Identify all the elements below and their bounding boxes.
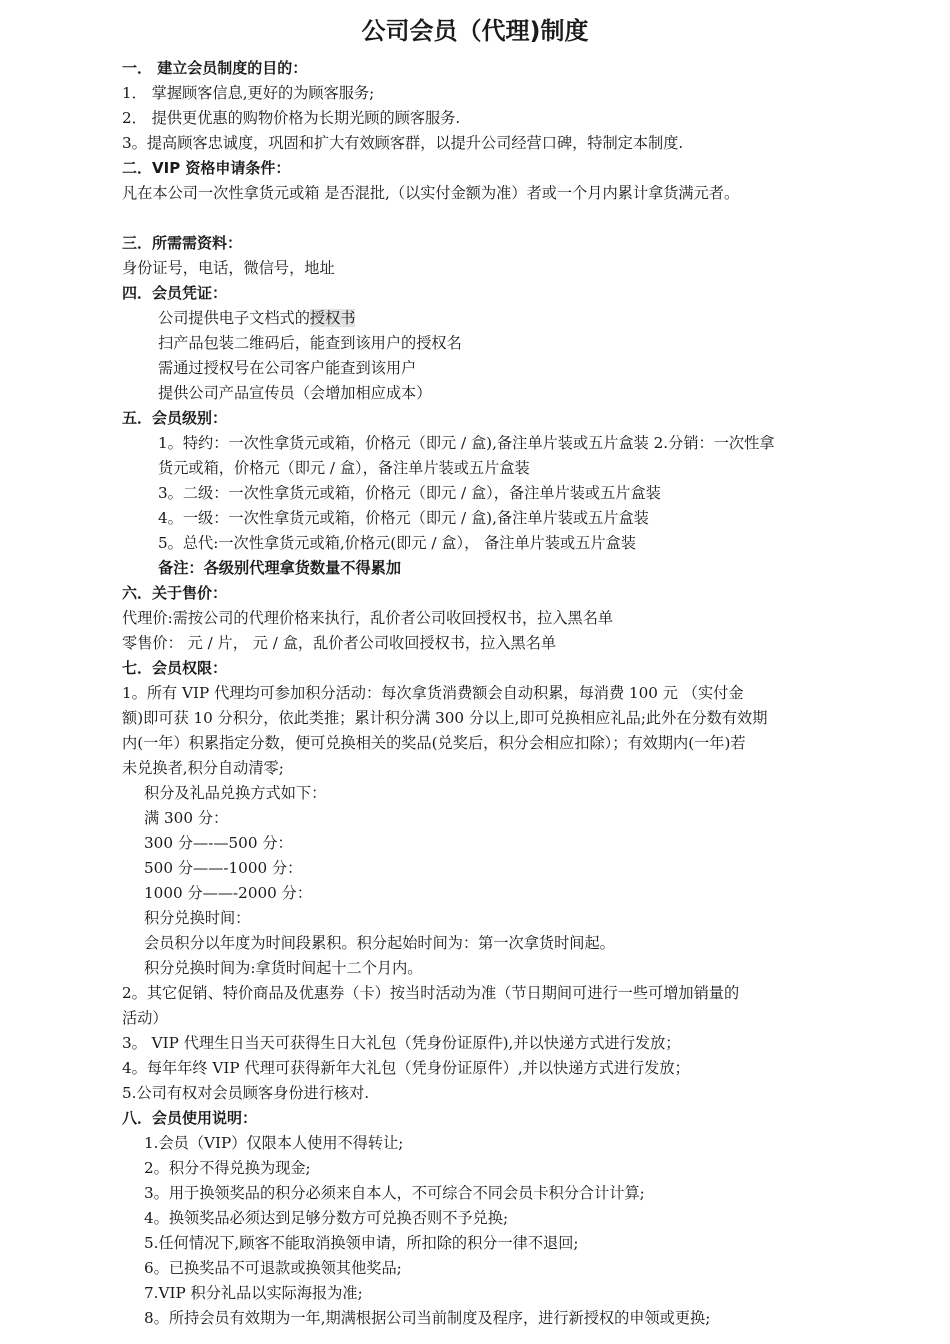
points-accumulation-text: 会员积分以年度为时间段累积。积分起始时间为：第一次拿货时间起。	[144, 934, 615, 952]
section-2-heading: 二．VIP 资格申请条件：	[122, 159, 291, 177]
usage-item-2: 2。积分不得兑换为现金;	[144, 1159, 311, 1177]
points-paragraph-line-3: 内(一年）积累指定分数，便可兑换相关的奖品(兑奖后，积分会相应扣除）；有效期内(一年)若	[122, 734, 746, 752]
level-1-line-b: 货元或箱，价格元（即元 / 盒），备注单片装或五片盒装	[158, 459, 530, 477]
section-4-item-2: 扫产品包装二维码后，能查到该用户的授权名	[158, 334, 462, 352]
redeem-tier-300: 满 300 分：	[144, 809, 229, 827]
redeem-tier-300-500: 300 分—-—500 分：	[144, 834, 293, 852]
level-4-line: 4。一级：一次性拿货元或箱，价格元（即元 / 盒),备注单片装或五片盒装	[158, 509, 649, 527]
section-1-item-3: 3。提高顾客忠诚度，巩固和扩大有效顾客群，以提升公司经营口碑，特制定本制度.	[122, 134, 684, 152]
section-1-heading: 一． 建立会员制度的目的：	[122, 59, 308, 77]
usage-item-7: 7.VIP 积分礼品以实际海报为准;	[144, 1284, 363, 1302]
section-4-item-1	[158, 306, 355, 330]
redeem-method-label: 积分及礼品兑换方式如下：	[144, 784, 327, 802]
promotion-line-b: 活动）	[122, 1009, 168, 1027]
promotion-line-a: 2。其它促销、特价商品及优惠券（卡）按当时活动为准（节日期间可进行一些可增加销量的	[122, 984, 740, 1002]
usage-item-4: 4。换领奖品必须达到足够分数方可兑换否则不予兑换;	[144, 1209, 509, 1227]
usage-item-3: 3。用于换领奖品的积分必须来自本人，不可综合不同会员卡积分合计计算;	[144, 1184, 645, 1202]
level-1-line-a: 1。特约：一次性拿货元或箱，价格元（即元 / 盒),备注单片装或五片盒装 2.分销：一次性拿	[158, 434, 775, 452]
authorization-letter-highlight: 授权书	[309, 309, 356, 327]
points-paragraph-line-4: 未兑换者,积分自动清零;	[122, 759, 284, 777]
section-4-item-1-text: 公司提供电子文档式的	[158, 309, 310, 327]
section-6-heading: 六．关于售价：	[122, 584, 228, 602]
document-title: 公司会员（代理)制度	[361, 17, 589, 45]
section-3-heading: 三．所需需资料：	[122, 234, 243, 252]
identity-check-text: 5.公司有权对会员顾客身份进行核对.	[122, 1084, 370, 1102]
section-1-item-2: 2． 提供更优惠的购物价格为长期光顾的顾客服务.	[122, 109, 461, 127]
redeem-time-label: 积分兑换时间：	[144, 909, 251, 927]
usage-item-8: 8。所持会员有效期为一年,期满根据公司当前制度及程序，进行新授权的申领或更换;	[144, 1309, 711, 1327]
section-7-heading: 七．会员权限：	[122, 659, 228, 677]
usage-item-6: 6。已换奖品不可退款或换领其他奖品;	[144, 1259, 402, 1277]
agent-price-text: 代理价:需按公司的代理价格来执行，乱价者公司收回授权书，拉入黑名单	[122, 609, 614, 627]
redeem-tier-500-1000: 500 分——-1000 分：	[144, 859, 303, 877]
birthday-gift-text: 3。 VIP 代理生日当天可获得生日大礼包（凭身份证原件),并以快递方式进行发放；	[122, 1034, 681, 1052]
level-3-line: 3。二级：一次性拿货元或箱，价格元（即元 / 盒），备注单片装或五片盒装	[158, 484, 661, 502]
section-8-heading: 八．会员使用说明：	[122, 1109, 258, 1127]
points-paragraph-line-1: 1。所有 VIP 代理均可参加积分活动：每次拿货消费额会自动积累，每消费 100 元 （实付金	[122, 684, 744, 702]
usage-item-1: 1.会员（VIP）仅限本人使用不得转让;	[144, 1134, 404, 1152]
section-1-item-1: 1． 掌握顾客信息,更好的为顾客服务;	[122, 84, 375, 102]
section-2-text: 凡在本公司一次性拿货元或箱 是否混批,（以实付金额为准）者或一个月内累计拿货满元者。	[122, 184, 740, 202]
redeem-time-text: 积分兑换时间为:拿货时间起十二个月内。	[144, 959, 423, 977]
redeem-tier-1000-2000: 1000 分——-2000 分：	[144, 884, 313, 902]
points-paragraph-line-2: 额)即可获 10 分积分，依此类推；累计积分满 300 分以上,即可兑换相应礼品;此外在分数有效期	[122, 709, 768, 727]
section-4-item-3: 需通过授权号在公司客户能查到该用户	[158, 359, 417, 377]
retail-price-text: 零售价： 元 / 片， 元 / 盒，乱价者公司收回授权书，拉入黑名单	[122, 634, 557, 652]
section-5-heading: 五．会员级别：	[122, 409, 228, 427]
section-3-text: 身份证号，电话，微信号，地址	[122, 259, 335, 277]
section-4-heading: 四．会员凭证：	[122, 284, 228, 302]
section-4-item-4: 提供公司产品宣传员（会增加相应成本）	[158, 384, 432, 402]
level-note: 备注：各级别代理拿货数量不得累加	[158, 559, 401, 577]
usage-item-5: 5.任何情况下,顾客不能取消换领申请，所扣除的积分一律不退回;	[144, 1234, 579, 1252]
level-5-line: 5。总代:一次性拿货元或箱,价格元(即元 / 盒）， 备注单片装或五片盒装	[158, 534, 636, 552]
new-year-gift-text: 4。每年年终 VIP 代理可获得新年大礼包（凭身份证原件）,并以快递方式进行发放；	[122, 1059, 690, 1077]
